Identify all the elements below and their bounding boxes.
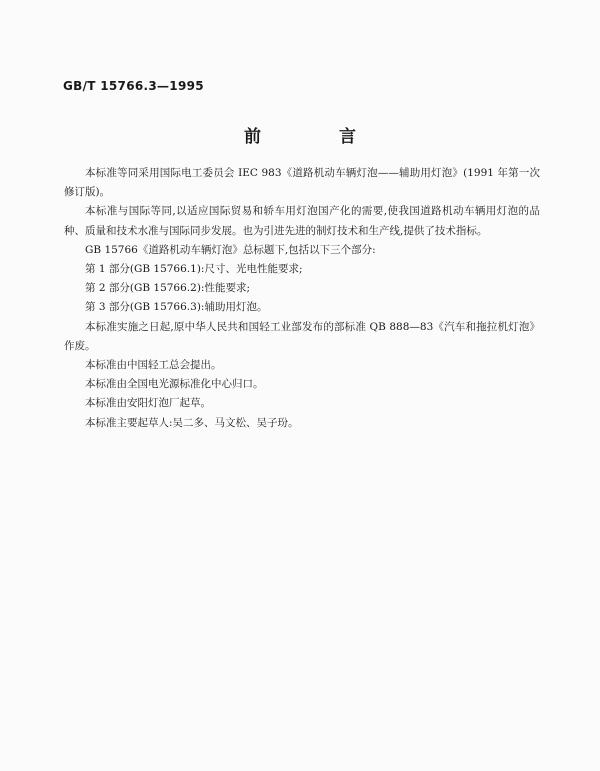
paragraph: 本标准主要起草人:吴二多、马文松、吴子玢。	[85, 416, 299, 429]
paragraph: 本标准由全国电光源标准化中心归口。	[85, 378, 264, 391]
standard-code: GB/T 15766.3—1995	[63, 79, 204, 93]
paragraph: 本标准实施之日起,原中华人民共和国轻工业部发布的部标准 QB 888—83《汽车和拖拉机灯泡》作废。	[64, 320, 540, 352]
paragraph: 第 3 部分(GB 15766.3):辅助用灯泡。	[85, 301, 268, 314]
paragraph: 本标准由中国轻工总会提出。	[85, 359, 222, 372]
paragraph: 本标准等同采用国际电工委员会 IEC 983《道路机动车辆灯泡——辅助用灯泡》(1991 年第一次修订版)。	[64, 167, 540, 199]
paragraph: GB 15766《道路机动车辆灯泡》总标题下,包括以下三个部分:	[85, 243, 376, 256]
paragraph: 本标准由安阳灯泡厂起草。	[85, 397, 211, 410]
paragraph: 第 2 部分(GB 15766.2):性能要求;	[85, 282, 250, 295]
paragraph: 第 1 部分(GB 15766.1):尺寸、光电性能要求;	[85, 263, 303, 276]
paragraph: 本标准与国际等同,以适应国际贸易和轿车用灯泡国产化的需要,使我国道路机动车辆用灯泡的品种、质量和技术水准与国际同步发展。也为引进先进的制灯技术和生产线,提供了技术指标。	[64, 205, 540, 237]
page-title: 前 言	[244, 127, 392, 147]
foreword-body	[64, 164, 540, 433]
